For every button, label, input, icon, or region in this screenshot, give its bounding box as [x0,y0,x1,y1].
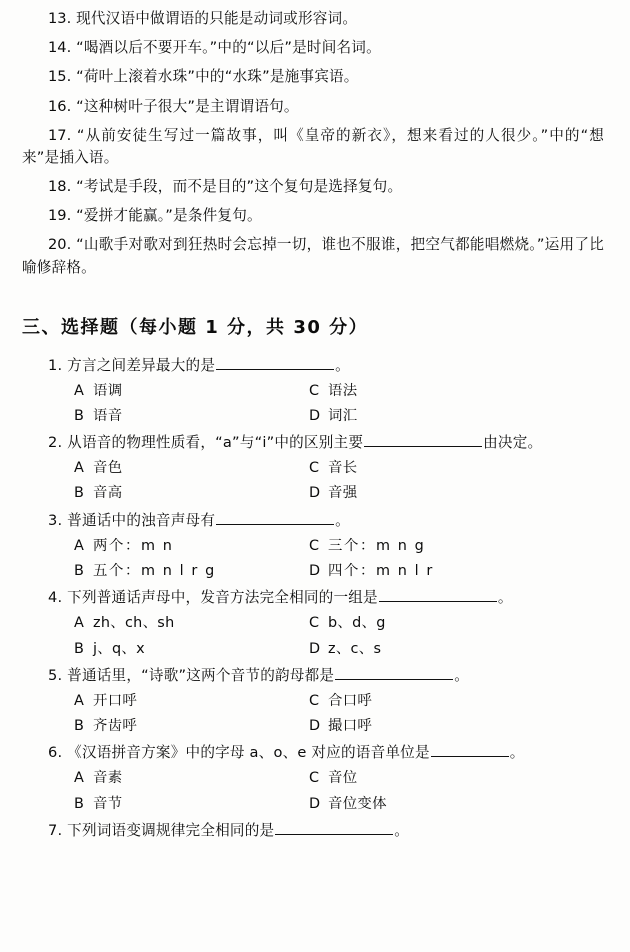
option-b[interactable] [74,793,309,816]
tf-item [22,8,604,30]
answer-blank[interactable] [431,743,509,758]
option-b[interactable] [74,638,309,661]
option-text: 齐齿呼 [93,718,138,735]
true-false-section [22,8,604,279]
tf-item-number: 16. [48,97,72,115]
question-text: 《汉语拼音方案》中的字母 a、o、e 对应的语音单位是 [67,744,430,762]
option-c[interactable] [309,535,604,558]
option-label: B [74,718,85,735]
option-d[interactable] [309,405,604,428]
option-a[interactable] [74,612,309,635]
option-text: 四个：m n l r [328,563,434,580]
option-d[interactable] [309,482,604,505]
option-label: C [309,615,320,632]
question-6 [22,742,604,816]
question-stem [22,665,604,687]
option-text: 两个：m n [93,537,174,554]
option-text: 音强 [328,485,358,502]
question-text-tail: 由决定。 [483,434,543,452]
question-stem [22,820,604,842]
option-b[interactable] [74,715,309,738]
option-d[interactable] [309,715,604,738]
question-5 [22,665,604,739]
option-text: 五个：m n l r g [93,563,216,580]
question-stem [22,355,604,377]
option-text: 音节 [93,795,123,812]
option-label: A [74,615,85,632]
option-text: 合口呼 [328,692,373,709]
option-b[interactable] [74,482,309,505]
option-grid [22,690,604,739]
option-text: 词汇 [328,407,358,424]
option-text: 语法 [328,382,358,399]
option-a[interactable] [74,690,309,713]
option-a[interactable] [74,457,309,480]
option-a[interactable] [74,535,309,558]
question-text: 下列词语变调规律完全相同的是 [67,822,275,839]
option-c[interactable] [309,767,604,790]
question-text-tail: 。 [497,589,513,607]
option-a[interactable] [74,767,309,790]
option-label: D [309,718,321,735]
option-label: C [309,537,321,554]
question-text-tail: 。 [394,822,410,839]
question-number: 1. [48,356,63,374]
tf-item [22,205,604,227]
option-label: A [74,460,85,477]
option-text: z、c、s [328,640,382,657]
question-1 [22,355,604,429]
option-text: 音长 [328,460,358,477]
question-text: 普通话中的浊音声母有 [67,511,216,529]
option-text: zh、ch、sh [93,615,175,632]
tf-item-number: 13. [48,10,72,27]
question-text-tail: 。 [509,744,525,762]
option-text: b、d、g [328,615,386,632]
tf-item-number: 17. [48,126,72,144]
tf-item-number: 18. [48,178,72,196]
tf-item-text: “考试是手段，而不是目的”这个复句是选择复句。 [76,178,403,196]
tf-item-text: “爱拼才能赢。”是条件复句。 [76,207,262,225]
tf-item [22,66,604,88]
multiple-choice-section [22,355,604,842]
tf-item [22,176,604,198]
tf-item [22,37,604,59]
option-d[interactable] [309,560,604,583]
option-label: D [309,485,321,502]
option-grid [22,535,604,584]
tf-item-text: “荷叶上滚着水珠”中的“水珠”是施事宾语。 [76,68,359,86]
tf-item-text: “这种树叶子很大”是主谓谓语句。 [76,97,299,115]
tf-item-text: “喝酒以后不要开车。”中的“以后”是时间名词。 [76,39,381,57]
option-grid [22,767,604,816]
option-c[interactable] [309,690,604,713]
option-label: A [74,770,85,787]
question-2 [22,432,604,506]
tf-item-number: 20. [48,236,72,254]
question-number: 4. [48,589,63,607]
question-3 [22,510,604,584]
option-text: 语音 [93,407,123,424]
option-label: A [74,692,85,709]
tf-item-number: 14. [48,39,72,57]
option-label: C [309,460,320,477]
option-c[interactable] [309,380,604,403]
option-label: D [309,640,321,657]
option-c[interactable] [309,457,604,480]
question-text: 从语音的物理性质看，“a”与“i”中的区别主要 [67,434,364,452]
option-label: A [74,537,86,554]
tf-item-text: 现代汉语中做谓语的只能是动词或形容词。 [76,10,358,27]
option-b[interactable] [74,405,309,428]
question-text: 普通话里，“诗歌”这两个音节的韵母都是 [67,666,335,684]
question-stem [22,587,604,609]
option-label: C [309,382,320,399]
question-text-tail: 。 [335,511,350,529]
option-label: A [74,382,85,399]
option-grid [22,612,604,661]
tf-item-number: 15. [48,68,72,86]
question-stem [22,742,604,764]
answer-blank[interactable] [379,588,497,603]
option-text: 音高 [93,485,123,502]
tf-item-text: “山歌手对歌对到狂热时会忘掉一切，谁也不服谁，把空气都能唱燃烧。”运用了比喻修辞格。 [22,236,605,276]
question-number: 3. [48,511,63,529]
question-text-tail: 。 [454,666,469,684]
option-label: B [74,563,86,580]
question-text: 方言之间差异最大的是 [67,356,216,374]
option-label: C [309,770,320,787]
answer-blank[interactable] [335,665,453,680]
question-stem [22,432,604,454]
option-grid [22,457,604,506]
question-4 [22,587,604,661]
option-d[interactable] [309,793,604,816]
option-text: 开口呼 [93,692,138,709]
answer-blank[interactable] [364,432,482,447]
tf-item-text: “从前安徒生写过一篇故事，叫《皇帝的新衣》，想来看过的人很少。”中的“想来”是插入语。 [22,126,604,166]
question-number: 2. [48,434,63,452]
question-number: 6. [48,744,63,762]
option-label: B [74,795,85,812]
question-number: 5. [48,666,63,684]
tf-item [22,125,604,169]
question-7 [22,820,604,842]
option-text: 音位 [328,770,358,787]
tf-item [22,234,604,278]
option-label: B [74,485,85,502]
option-a[interactable] [74,380,309,403]
question-stem [22,510,604,532]
question-number: 7. [48,822,63,839]
option-label: D [309,563,322,580]
option-text: 三个：m n g [328,537,426,554]
option-label: B [74,640,85,657]
option-text: 音素 [93,770,123,787]
question-text-tail: 。 [335,356,350,374]
option-grid [22,380,604,429]
option-label: B [74,407,85,424]
option-text: 语调 [93,382,123,399]
option-text: 音位变体 [328,795,387,812]
option-d[interactable] [309,638,604,661]
option-label: D [309,795,321,812]
option-c[interactable] [309,612,604,635]
section-title: 三、选择题（每小题 1 分，共 30 分） [22,316,369,338]
tf-item [22,96,604,118]
question-text: 下列普通话声母中，发音方法完全相同的一组是 [67,589,378,607]
option-label: D [309,407,321,424]
option-b[interactable] [74,560,309,583]
option-text: j、q、x [93,640,145,657]
option-label: C [309,692,320,709]
tf-item-number: 19. [48,207,72,225]
answer-blank[interactable] [216,510,334,525]
option-text: 撮口呼 [328,718,373,735]
answer-blank[interactable] [275,820,393,835]
option-text: 音色 [93,460,123,477]
answer-blank[interactable] [216,355,334,370]
